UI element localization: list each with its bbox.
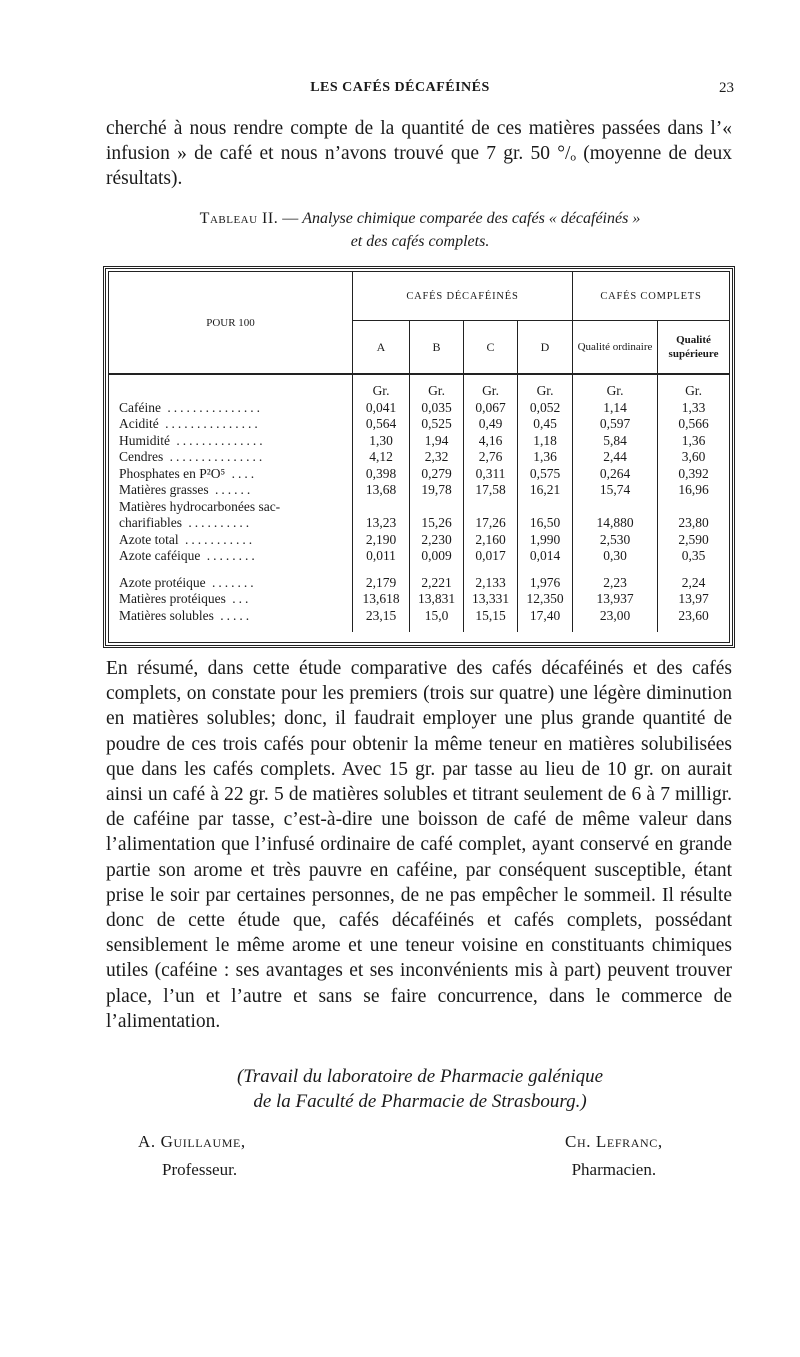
value-cell: 1,36 [518,449,573,466]
value-cell: 15,74 [573,482,658,499]
credit-line1: (Travail du laboratoire de Pharmacie galénique [236,1066,604,1087]
value-cell: 23,15 [353,608,410,625]
value-cell: 0,017 [464,548,518,565]
value-cell: 2,133 [464,575,518,592]
value-cell: 23,00 [573,608,658,625]
value-cell: 2,44 [573,449,658,466]
value-cell: 0,30 [573,548,658,565]
table-row [109,532,729,549]
table-row [109,515,729,532]
unit-cell: Gr. [353,383,410,400]
author-role-pharmacien: Pharmacien. [571,1160,657,1179]
value-cell: 15,26 [410,515,464,532]
table-row [109,433,729,450]
value-cell: 13,331 [464,591,518,608]
row-label: Matières solubles ..... [109,608,353,625]
row-label: Phosphates en P²O⁵ .... [109,466,353,483]
col-header-a: A [353,321,410,375]
caption-text-line1: Analyse chimique comparée des cafés « décaféinés » [302,210,641,227]
table-row [109,591,729,608]
value-cell: 13,68 [353,482,410,499]
col-header-b: B [410,321,464,375]
value-cell: 3,60 [681,449,706,464]
value-cell: 0,525 [410,416,464,433]
value-cell: 0,398 [353,466,410,483]
paragraph-intro: cherché à nous rendre compte de la quantité de ces matières passées dans l’« infusion » de café et nous n’avons trouvé que 7 gr. 50 °/ₒ (moyenne de deux résultats). [106,118,732,190]
value-cell: 13,831 [410,591,464,608]
value-cell: 0,575 [518,466,573,483]
value-cell: 17,58 [464,482,518,499]
value-cell: 1,990 [518,532,573,549]
value-cell: 0,052 [518,400,573,417]
group-header-complets: CAFÉS COMPLETS [573,272,730,321]
col-header-ordinaire: Qualité ordinaire [573,321,658,375]
table-row [109,575,729,592]
value-cell: 0,014 [518,548,573,565]
row-label: Matières grasses ...... [109,482,353,499]
value-cell [410,499,464,516]
value-cell: 23,60 [678,607,709,623]
col-header-superieure: Qualité supérieure [658,321,730,375]
value-cell: 0,311 [464,466,518,483]
analysis-table-frame [103,266,735,648]
value-cell: 2,23 [573,575,658,592]
value-cell: 15,0 [410,608,464,625]
table-row [109,548,729,565]
value-cell: 0,067 [464,400,518,417]
value-cell: 0,566 [678,416,709,431]
signature-left [138,1128,246,1184]
value-cell: 13,23 [353,515,410,532]
table-row [109,416,729,433]
table-row [109,482,729,499]
value-cell [658,499,730,516]
row-label: Azote protéique ....... [109,575,353,592]
value-cell: 2,32 [410,449,464,466]
value-cell [464,499,518,516]
value-cell: 17,26 [464,515,518,532]
value-cell: 1,18 [518,433,573,450]
value-cell: 2,590 [678,531,709,547]
value-cell [518,499,573,516]
table-row [109,608,729,625]
unit-cell: Gr. [464,383,518,400]
value-cell: 23,80 [678,515,709,530]
value-cell: 13,97 [678,591,709,606]
value-cell: 16,96 [678,482,709,497]
author-role-professeur: Professeur. [162,1160,238,1179]
value-cell: 1,33 [681,399,706,415]
unit-cell: Gr. [573,383,658,400]
value-cell: 0,45 [518,416,573,433]
value-cell: 0,597 [573,416,658,433]
caption-label: Tableau II. [199,210,279,227]
value-cell: 2,179 [353,575,410,592]
value-cell: 0,35 [681,548,706,563]
col-header-d: D [518,321,573,375]
row-label: Matières protéiques ... [109,591,353,608]
signature-right [565,1128,663,1184]
value-cell: 12,350 [518,591,573,608]
value-cell: 1,36 [681,432,706,448]
table-row [109,400,729,417]
value-cell: 2,221 [410,575,464,592]
value-cell: 0,392 [678,465,709,481]
laboratory-credit [110,1064,730,1114]
value-cell [573,499,658,516]
running-head [0,80,800,100]
group-header-decaf: CAFÉS DÉCAFÉINÉS [353,272,573,321]
value-cell: 1,94 [410,433,464,450]
unit-cell: Gr. [685,383,702,398]
author-name-guillaume: A. Guillaume, [138,1132,246,1151]
value-cell: 1,976 [518,575,573,592]
value-cell: 13,618 [353,591,410,608]
value-cell: 0,564 [353,416,410,433]
value-cell: 2,24 [681,574,706,590]
value-cell: 0,279 [410,466,464,483]
table-row [109,449,729,466]
value-cell: 1,14 [573,400,658,417]
value-cell: 0,035 [410,400,464,417]
row-label: Azote total ........... [109,532,353,549]
corner-label: POUR 100 [109,272,353,374]
value-cell: 15,15 [464,608,518,625]
running-title: LES CAFÉS DÉCAFÉINÉS [310,80,490,95]
value-cell: 16,21 [518,482,573,499]
value-cell: 0,009 [410,548,464,565]
value-cell: 5,84 [573,433,658,450]
analysis-table [109,272,729,632]
value-cell: 19,78 [410,482,464,499]
value-cell: 2,160 [464,532,518,549]
value-cell: 2,76 [464,449,518,466]
value-cell: 2,190 [353,532,410,549]
value-cell: 0,041 [353,400,410,417]
table-row [109,499,729,516]
value-cell: 14,880 [573,515,658,532]
value-cell: 0,49 [464,416,518,433]
row-label: charifiables .......... [109,515,353,532]
col-header-c: C [464,321,518,375]
value-cell: 4,16 [464,433,518,450]
units-row [109,383,729,400]
row-label: Caféine ............... [109,400,353,417]
value-cell: 16,50 [518,515,573,532]
paragraph-summary: En résumé, dans cette étude comparative des cafés décaféinés et des cafés complets, on constate pour les premiers (trois sur quatre) une légère diminution en matières solubles; donc, il faudrait employer une plus grande quantité de poudre de ces trois cafés pour obtenir la même teneur en matières solubilisées que dans les cafés complets. Avec 15 gr. par tasse au lieu de 10 gr. on aurait ainsi un café à 22 gr. 5 de matières solubles et titrant seulement de 6 à 7 milligr. de caféine par tasse, c’est-à-dire une boisson de café de même valeur dans l’alimentation que l’infusé ordinaire de café complet, ayant conservé en grande partie son arome et très pauvre en caféine, par conséquent susceptible, étant prise le soir par certaines personnes, de ne pas empêcher le sommeil. Il résulte donc de cette étude que, cafés décaféinés et cafés complets, possédant sensiblement le même arome et une teneur voisine en constituants chimiques utiles (caféine : ses avantages et ses inconvénients mis à part) peuvent trouver place, l’un et l’autre et sans se faire concurrence, dans le commerce de l’alimentation. [106,658,732,1032]
value-cell: 1,30 [353,433,410,450]
table-caption [110,207,730,253]
value-cell: 2,530 [573,532,658,549]
row-label: Acidité ............... [109,416,353,433]
row-label: Cendres ............... [109,449,353,466]
value-cell: 2,230 [410,532,464,549]
value-cell: 17,40 [518,608,573,625]
value-cell: 0,264 [573,466,658,483]
row-label: Humidité .............. [109,433,353,450]
caption-dash: — [278,210,303,227]
page-number: 23 [719,80,734,96]
value-cell: 0,011 [353,548,410,565]
unit-cell: Gr. [410,383,464,400]
author-name-lefranc: Ch. Lefranc, [565,1132,663,1151]
caption-text-line2: et des cafés complets. [350,233,490,250]
row-label: Matières hydrocarbonées sac- [109,499,353,516]
unit-cell: Gr. [518,383,573,400]
value-cell: 13,937 [573,591,658,608]
row-label: Azote caféique ........ [109,548,353,565]
table-row [109,466,729,483]
value-cell: 4,12 [353,449,410,466]
credit-line2: de la Faculté de Pharmacie de Strasbourg.) [253,1091,587,1112]
value-cell [353,499,410,516]
